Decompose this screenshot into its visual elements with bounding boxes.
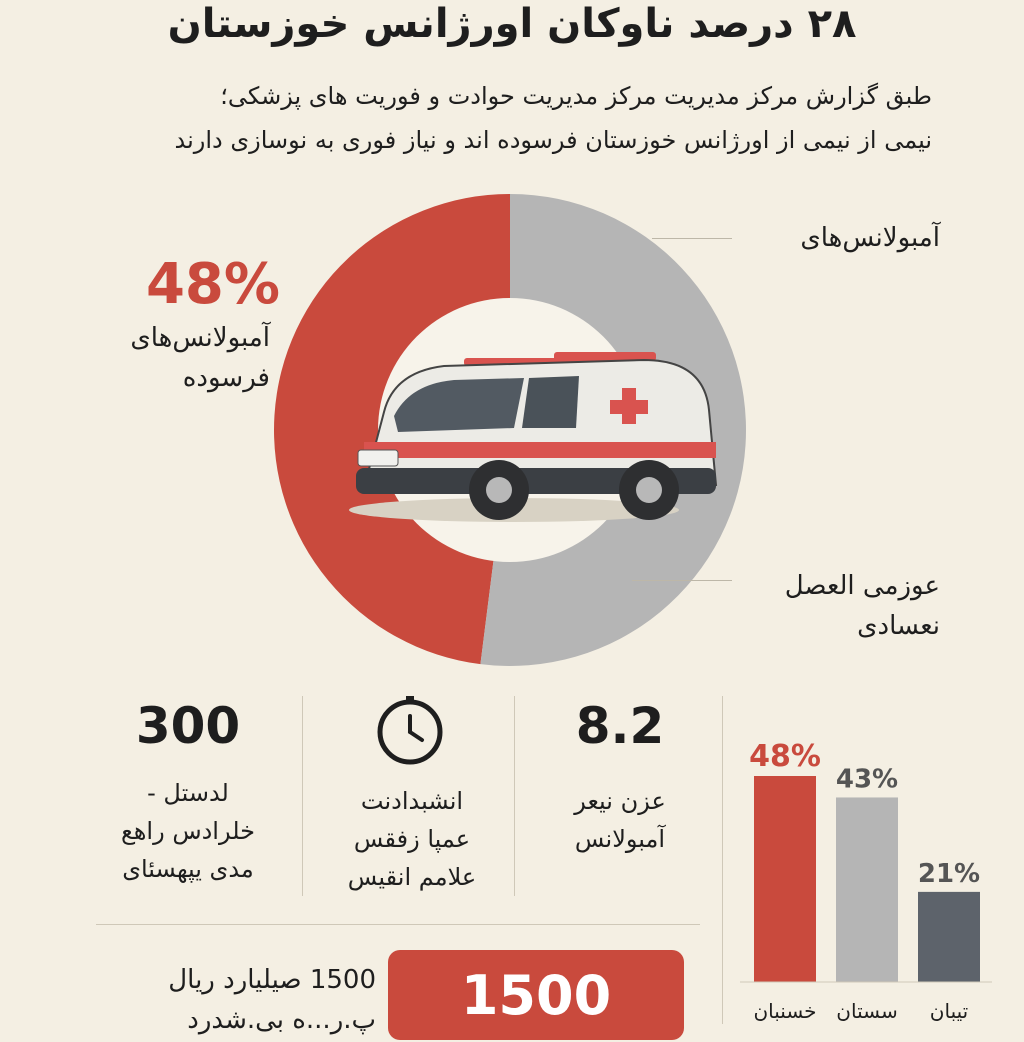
bar-category-label-1: خسنبان (753, 999, 817, 1023)
donut-chart (270, 190, 750, 670)
leader-line-bottom (632, 580, 732, 581)
leader-line-top (652, 238, 732, 239)
stat-ambulances-line1: لدستل - (147, 779, 229, 807)
donut-right-bottom-label (740, 566, 940, 646)
cost-highlight-value: 1500 (460, 964, 612, 1027)
stat-response-line1: انشبدادنت (360, 787, 464, 815)
bar-3 (918, 892, 980, 982)
bar-value-label-3: 21% (917, 858, 981, 889)
bar-1 (754, 776, 816, 982)
donut-left-label-line2: فرسوده (182, 363, 270, 393)
stat-divider-3 (722, 696, 723, 1024)
bar-value-label-1: 48% (749, 739, 821, 774)
stat-age-value: 8.2 (575, 697, 665, 755)
clock-icon (312, 696, 512, 770)
stat-ambulances-text (88, 774, 288, 888)
intro-line-2: نیمی از نیمی از اورژانس خوزستان فرسوده اند و نیاز فوری به نوسازی دارند (174, 126, 932, 154)
stat-divider-1 (302, 696, 303, 896)
stat-response-line3: علامم انقیس (347, 863, 477, 891)
cost-label-line1: 1500 صیلیارد ریال (168, 965, 376, 995)
bar-chart (730, 720, 1024, 1024)
stat-ambulances (88, 696, 288, 888)
stat-age-line1: عزن نیعر (574, 787, 666, 815)
stat-response-text (312, 782, 512, 896)
bar-2 (836, 797, 898, 982)
donut-left-label-line1: آمبولانس‌های (130, 323, 270, 353)
donut-right-top-label: آمبولانس‌های (800, 223, 940, 253)
stat-age-line2: آمبولانس (574, 825, 666, 853)
stat-ambulances-line3: مدی یپهسئای (122, 855, 254, 883)
bar-value-label-2: 43% (835, 764, 899, 795)
stat-ambulances-value: 300 (135, 697, 241, 755)
stat-age-text (520, 782, 720, 858)
cost-label (120, 960, 376, 1040)
stat-response (312, 696, 512, 896)
donut-right-bottom-line2: نعسادی (857, 611, 940, 641)
donut-right-bottom-line1: عوزمی العصل (784, 571, 940, 601)
bar-category-label-3: تیبان (929, 999, 969, 1023)
cost-highlight-box (388, 950, 684, 1040)
stat-ambulances-line2: خلرادس راهع (121, 817, 255, 845)
stat-response-line2: عمپا زفقس (353, 825, 471, 853)
intro-text (92, 74, 932, 162)
stat-divider-2 (514, 696, 515, 896)
page-title: ۲۸ درصد ناوکان اورژانس خوزستان (167, 1, 857, 47)
donut-left-label (60, 318, 270, 398)
section-divider (96, 924, 700, 925)
cost-label-line2: پ.ر...ه بی.شدرد (187, 1005, 376, 1035)
stat-age (520, 696, 720, 858)
donut-percent-label: 48% (145, 252, 280, 317)
bar-category-label-2: سستان (836, 999, 898, 1023)
intro-line-1: طبق گزارش مرکز مدیریت مرکز مدیریت حوادت و فوریت های پزشکی؛ (220, 82, 932, 110)
